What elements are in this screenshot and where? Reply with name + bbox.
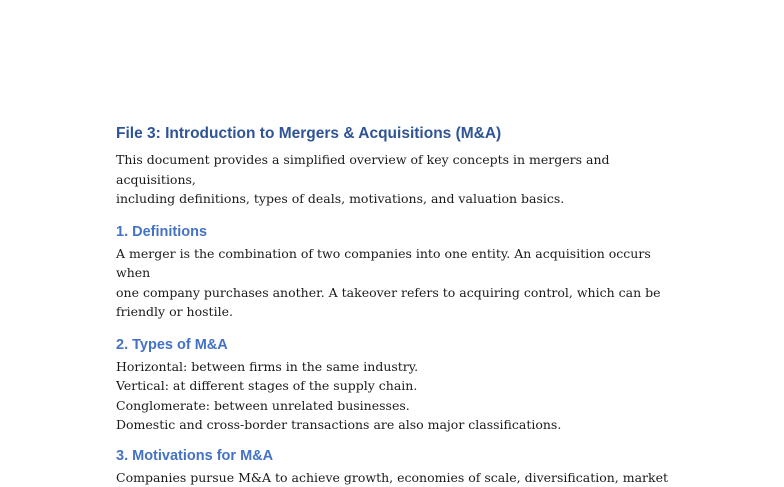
document-title: File 3: Introduction to Mergers & Acquisitions (M&A) [116,124,676,144]
intro-line-2: including definitions, types of deals, motivations, and valuation basics. [116,189,676,209]
types-line-2: Vertical: at different stages of the supply chain. [116,376,676,396]
section-heading-types: 2. Types of M&A [116,336,676,354]
intro-line-1: This document provides a simplified overview of key concepts in mergers and acquisitions, [116,150,676,189]
types-line-4: Domestic and cross-border transactions are also major classifications. [116,415,676,435]
motivations-line-1: Companies pursue M&A to achieve growth, economies of scale, diversification, market [116,468,676,487]
definitions-line-2: one company purchases another. A takeover refers to acquiring control, which can be [116,283,676,303]
definitions-line-1: A merger is the combination of two companies into one entity. An acquisition occurs when [116,244,676,283]
types-line-3: Conglomerate: between unrelated businesses. [116,396,676,416]
definitions-line-3: friendly or hostile. [116,302,676,322]
section-heading-definitions: 1. Definitions [116,223,676,241]
types-line-1: Horizontal: between firms in the same industry. [116,357,676,377]
document-body [116,124,676,487]
section-heading-motivations: 3. Motivations for M&A [116,447,676,465]
